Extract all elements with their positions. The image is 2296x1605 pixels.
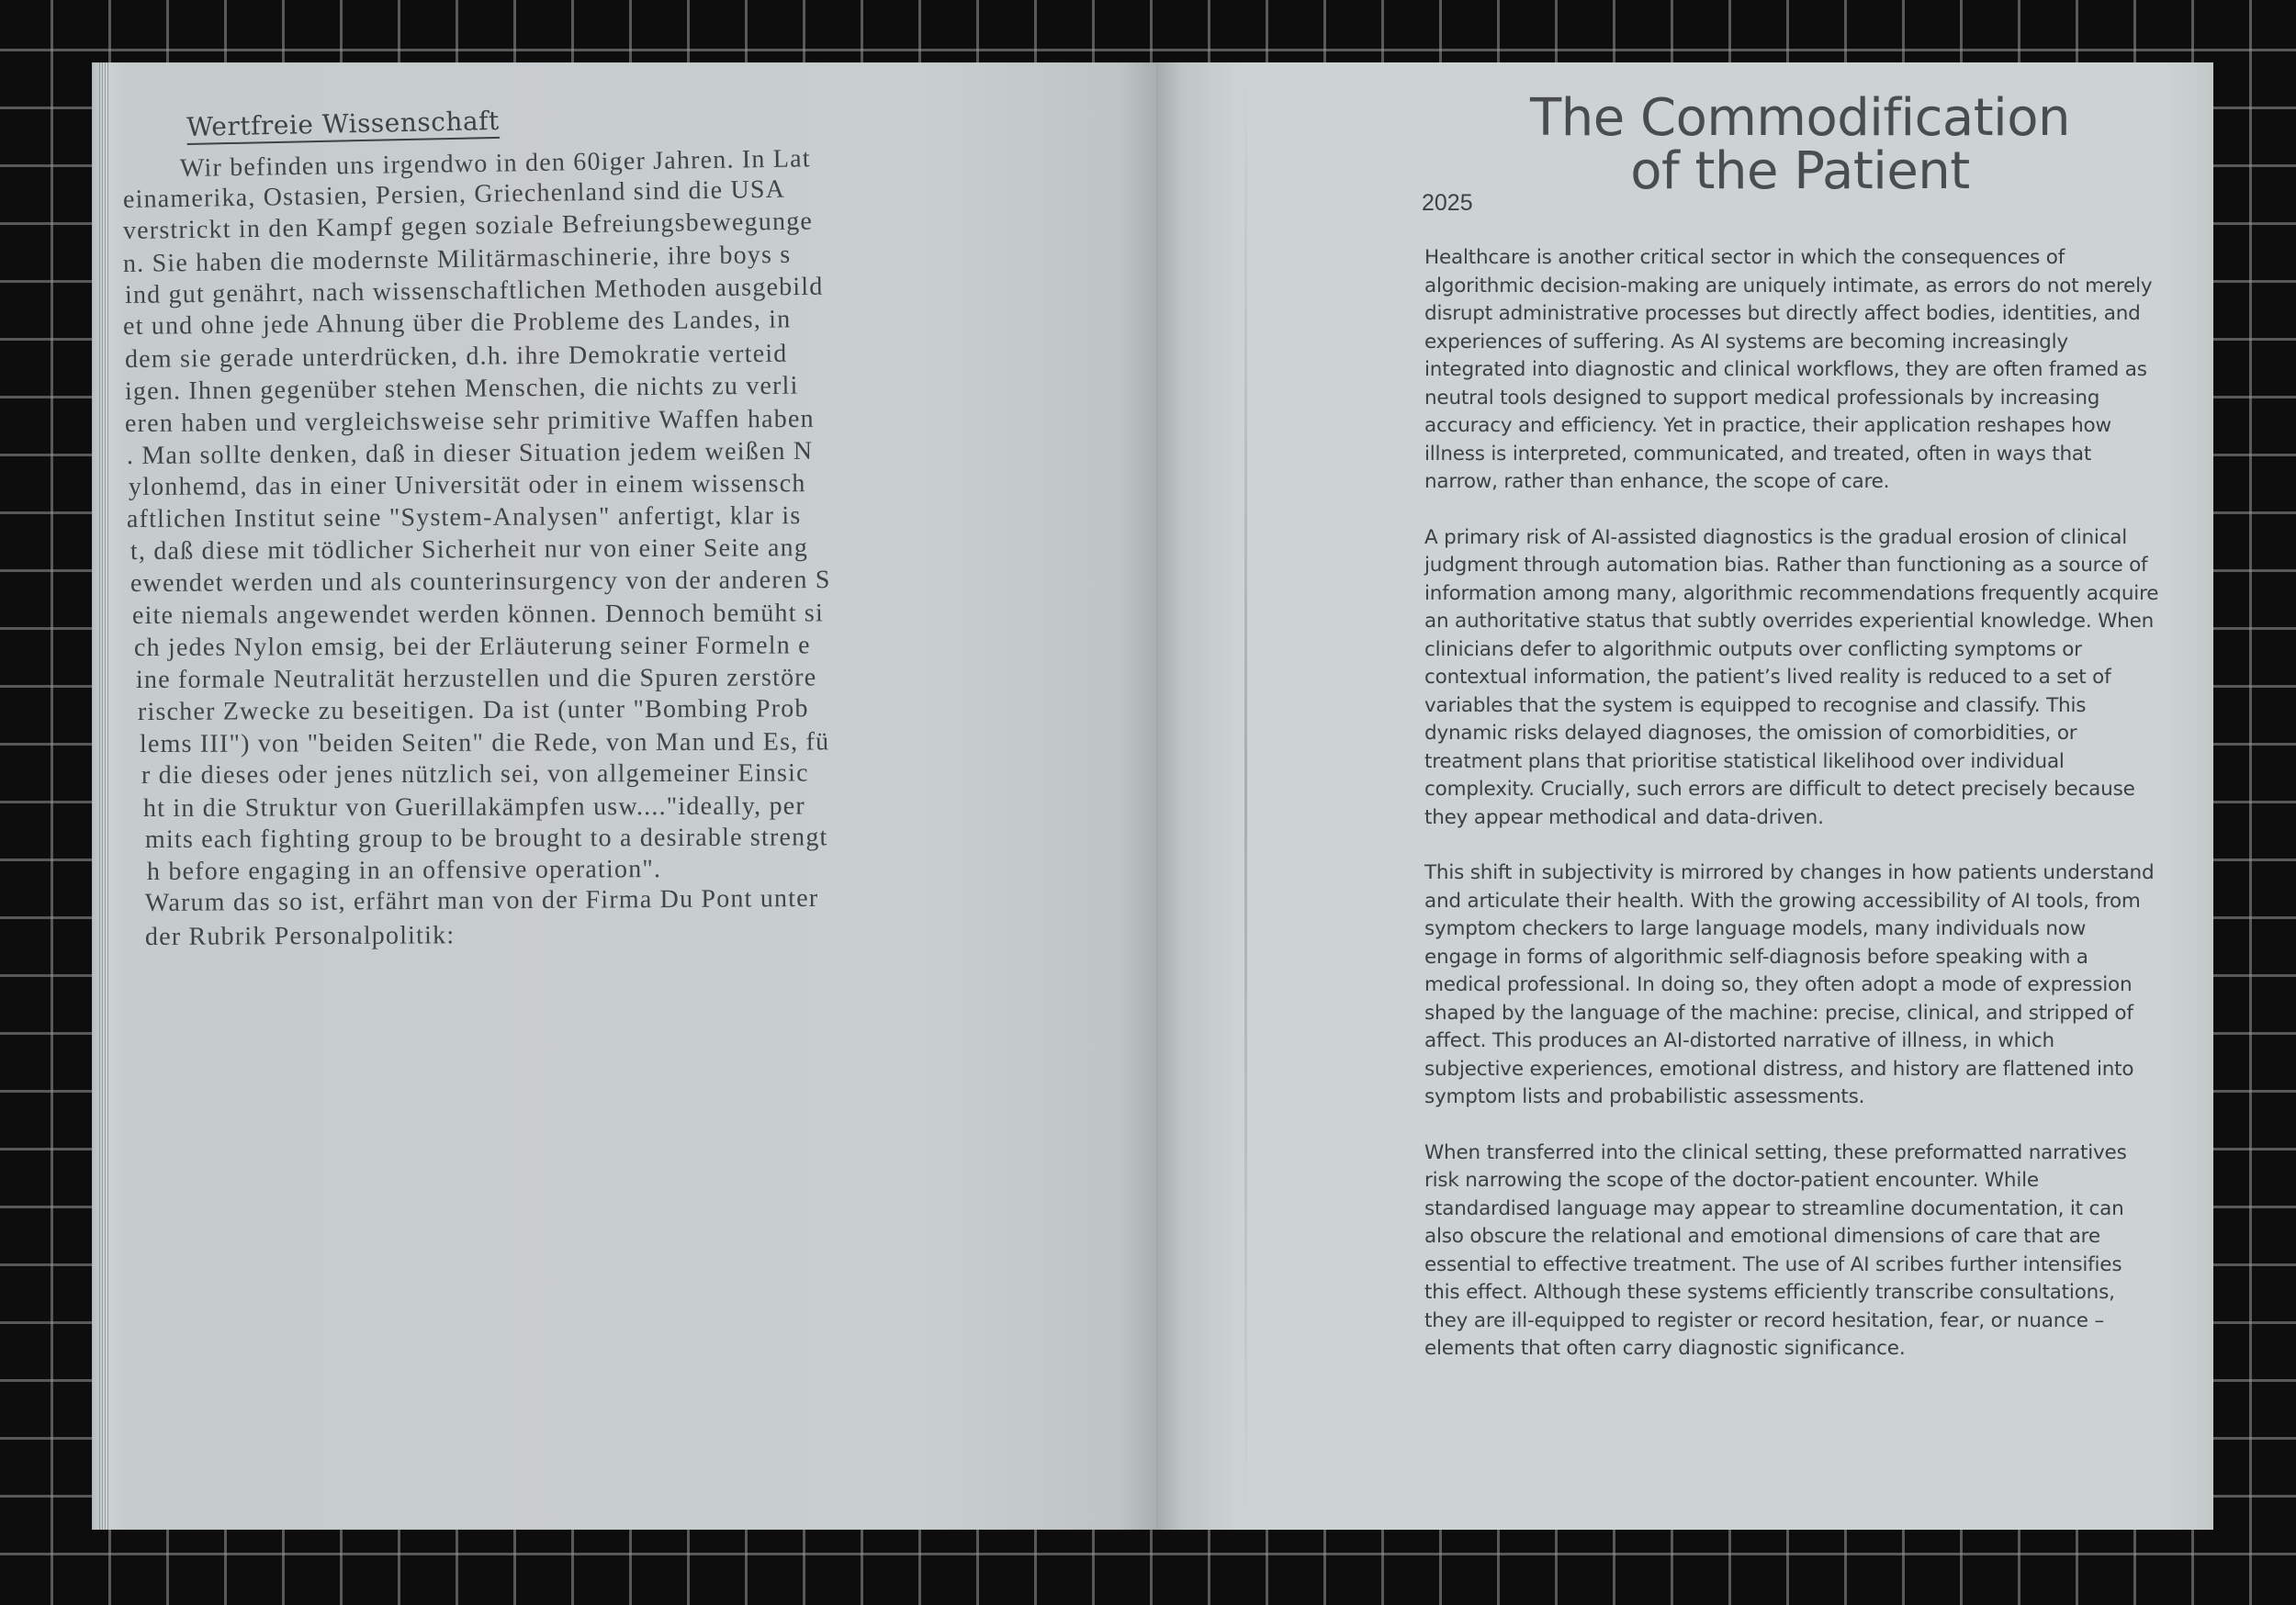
title-line-2: of the Patient xyxy=(1630,141,1970,201)
typewritten-line: eite niemals angewendet werden können. Dennoch bemüht si xyxy=(131,599,825,630)
typewritten-line: ch jedes Nylon emsig, bei der Erläuterung seiner Formeln e xyxy=(133,631,811,662)
article-body xyxy=(1424,244,2159,1391)
paragraph-1: Healthcare is another critical sector in which the consequences of algorithmic decision-making are uniquely intimate, as errors do not merely disrupt administrative processes but directly affect bodies, identities, and experiences of suffering. As AI systems are becoming increasingly integrated into diagnostic and clinical workflows, they are often framed as neutral tools designed to support medical professionals by increasing accuracy and efficiency. Yet in practice, their application reshapes how illness is interpreted, communicated, and treated, often in ways that narrow, rather than enhance, the scope of care. xyxy=(1424,246,2153,493)
typewritten-line: . Man sollte denken, daß in dieser Situation jedem weißen N xyxy=(126,436,814,470)
paragraph-2: A primary risk of AI-assisted diagnostics is the gradual erosion of clinical judgment through automation bias. Rather than functioning as a source of information among many, algorithmic recommendations frequently acquire an authoritative status that subtly overrides experiential knowledge. When clinicians defer to algorithmic outputs over conflicting symptoms or contextual information, the patient’s lived reality is reduced to a set of variables that the system is equipped to recognise and classify. This dynamic risks delayed diagnoses, the omission of comorbidities, or treatment plans that prioritise statistical likelihood over individual complexity. Crucially, such errors are difficult to detect precisely because they appear methodical and data-driven. xyxy=(1424,525,2159,829)
typewritten-line: n. Sie haben die modernste Militärmaschinerie, ihre boys s xyxy=(122,240,792,278)
typewritten-line: h before engaging in an offensive operation". xyxy=(146,855,662,886)
typewritten-line: t, daß diese mit tödlicher Sicherheit nur von einer Seite ang xyxy=(129,533,809,566)
typewritten-line: verstrickt in den Kampf gegen soziale Befreiungsbewegunge xyxy=(122,207,814,245)
typewritten-line: aftlichen Institut seine "System-Analysen" anfertigt, klar is xyxy=(126,501,802,533)
typewritten-line: mits each fighting group to be brought to a desirable strengt xyxy=(144,823,828,854)
typewritten-line: ine formale Neutralität herzustellen und die Spuren zerstöre xyxy=(135,663,817,694)
typewritten-line: ewendet werden und als counterinsurgency von der anderen S xyxy=(129,566,831,598)
typewritten-line: r die dieses oder jenes nützlich sei, von allgemeiner Einsic xyxy=(141,758,809,790)
paragraph-3: This shift in subjectivity is mirrored by changes in how patients understand and articulate their health. With the growing accessibility of AI tools, from symptom checkers to large language models, many individuals now engage in forms of algorithmic self-diagnosis before speaking with a medical professional. In doing so, they often adopt a mode of expression shaped by the language of the machine: precise, clinical, and stripped of affect. This produces an AI-distorted narrative of illness, in which subjective experiences, emotional distress, and history are flattened into symptom lists and probabilistic assessments. xyxy=(1424,861,2155,1108)
typewritten-line: eren haben und vergleichsweise sehr primitive Waffen haben xyxy=(124,404,815,438)
title-line-1: The Commodification xyxy=(1530,88,2070,148)
typewritten-line: lems III") von "beiden Seiten" die Rede, von Man und Es, fü xyxy=(139,727,830,758)
typewritten-line: dem sie gerade unterdrücken, d.h. ihre Demokratie verteid xyxy=(124,339,788,374)
typewritten-line: igen. Ihnen gegenüber stehen Menschen, die nichts zu verli xyxy=(124,371,799,406)
paragraph-4: When transferred into the clinical setting, these preformatted narratives risk narrowing the scope of the doctor-patient encounter. While standardised language may appear to streamline documentation, it can also obscure the relational and emotional dimensions of care that are essential to effective treatment. The use of AI scribes further intensifies this effect. Although these systems efficiently transcribe consultations, they are ill-equipped to register or record hesitation, fear, or nuance – elements that often carry diagnostic significance. xyxy=(1424,1140,2127,1360)
typewritten-line: einamerika, Ostasien, Persien, Griechenland sind die USA xyxy=(122,174,786,214)
typewritten-line: et und ohne jede Ahnung über die Probleme des Landes, in xyxy=(122,305,792,341)
typewritten-line: ht in die Struktur von Guerillakämpfen usw...."ideally, per xyxy=(142,791,805,823)
typewritten-line: ind gut genährt, nach wissenschaftlichen Methoden ausgebild xyxy=(124,272,824,309)
typewritten-line: der Rubrik Personalpolitik: xyxy=(144,921,456,951)
typewritten-line: Wir befinden uns irgendwo in den 60iger Jahren. In Lat xyxy=(179,144,811,183)
year-label: 2025 xyxy=(1422,190,1473,216)
typewritten-line: rischer Zwecke zu beseitigen. Da ist (unter "Bombing Prob xyxy=(137,694,809,726)
typewritten-line: ylonhemd, das in einer Universität oder in einem wissensch xyxy=(128,469,806,501)
left-page-heading: Wertfreie Wissenschaft xyxy=(186,105,501,142)
typewritten-line: Warum das so ist, erfährt man von der Firma Du Pont unter xyxy=(144,883,819,917)
article-title xyxy=(1451,88,2149,201)
